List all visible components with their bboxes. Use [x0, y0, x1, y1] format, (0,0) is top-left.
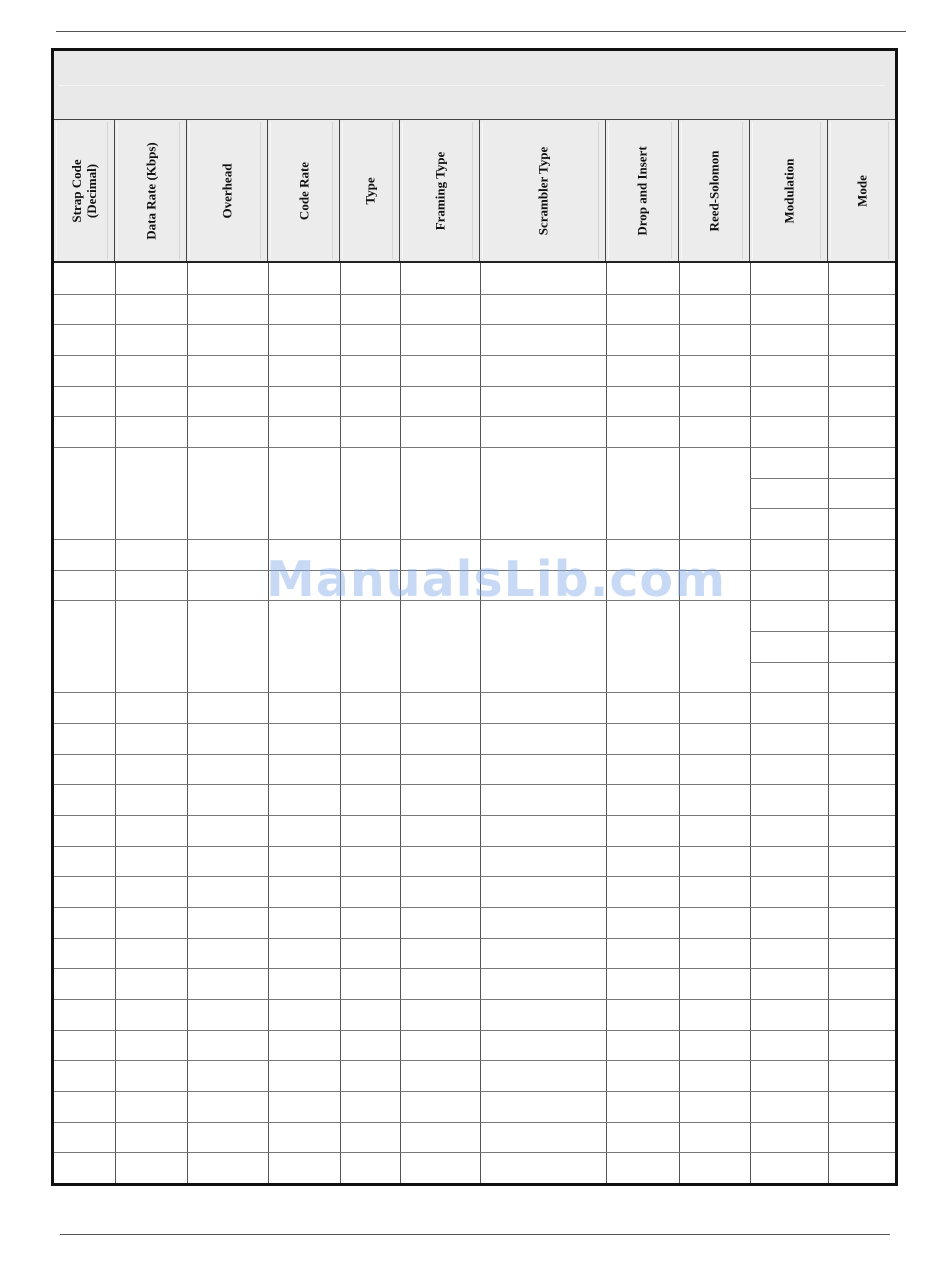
table-title-band — [54, 51, 895, 120]
row-divider — [54, 692, 895, 693]
row-divider — [54, 1152, 895, 1153]
col-scrambler-type-label: Scrambler Type — [535, 146, 550, 235]
row-divider — [750, 478, 895, 479]
row-divider — [54, 1122, 895, 1123]
col-modulation-header — [750, 120, 828, 261]
col-data-rate-label: Data Rate (Kbps) — [143, 141, 158, 240]
row-divider — [54, 907, 895, 908]
row-divider — [750, 508, 895, 509]
row-divider — [54, 600, 895, 601]
row-divider — [54, 386, 895, 387]
col-strap-code-header — [54, 120, 115, 261]
row-divider — [54, 876, 895, 877]
row-divider — [54, 754, 895, 755]
page-top-rule — [56, 31, 906, 32]
row-divider — [54, 294, 895, 295]
table-header-row — [54, 120, 895, 263]
row-divider — [54, 784, 895, 785]
strap-code-table — [51, 48, 898, 1186]
row-divider — [54, 447, 895, 448]
col-scrambler-type-header — [480, 120, 606, 261]
table-body — [54, 263, 895, 1183]
row-divider — [54, 815, 895, 816]
col-overhead-label: Overhead — [219, 163, 235, 218]
col-code-rate-header — [268, 120, 340, 261]
col-type-label: Type — [362, 176, 377, 205]
row-divider — [54, 539, 895, 540]
row-divider — [750, 631, 895, 632]
col-framing-type-label: Framing Type — [432, 151, 447, 230]
col-mode-header — [828, 120, 895, 261]
col-reed-solomon-label: Reed-Solomon — [706, 150, 722, 231]
row-divider — [54, 938, 895, 939]
col-modulation-label: Modulation — [781, 157, 796, 224]
col-reed-solomon-header — [679, 120, 750, 261]
row-divider — [54, 416, 895, 417]
row-divider — [54, 723, 895, 724]
col-framing-type-header — [400, 120, 480, 261]
page-bottom-rule — [60, 1234, 890, 1235]
row-divider — [54, 324, 895, 325]
col-code-rate-label: Code Rate — [296, 161, 311, 220]
col-strap-code-label: Strap Code (Decimal) — [69, 158, 99, 223]
col-data-rate-header — [115, 120, 187, 261]
col-overhead-header — [187, 120, 268, 261]
row-divider — [750, 662, 895, 663]
row-divider — [54, 999, 895, 1000]
row-divider — [54, 1060, 895, 1061]
row-divider — [54, 570, 895, 571]
col-drop-and-insert-label: Drop and Insert — [634, 145, 650, 236]
col-drop-and-insert-header — [606, 120, 679, 261]
row-divider — [54, 1091, 895, 1092]
col-mode-label: Mode — [854, 174, 869, 207]
row-divider — [54, 355, 895, 356]
col-type-header — [340, 120, 400, 261]
watermark-text: ManualsLib.com — [266, 551, 727, 608]
row-divider — [54, 968, 895, 969]
row-divider — [54, 846, 895, 847]
row-divider — [54, 1030, 895, 1031]
